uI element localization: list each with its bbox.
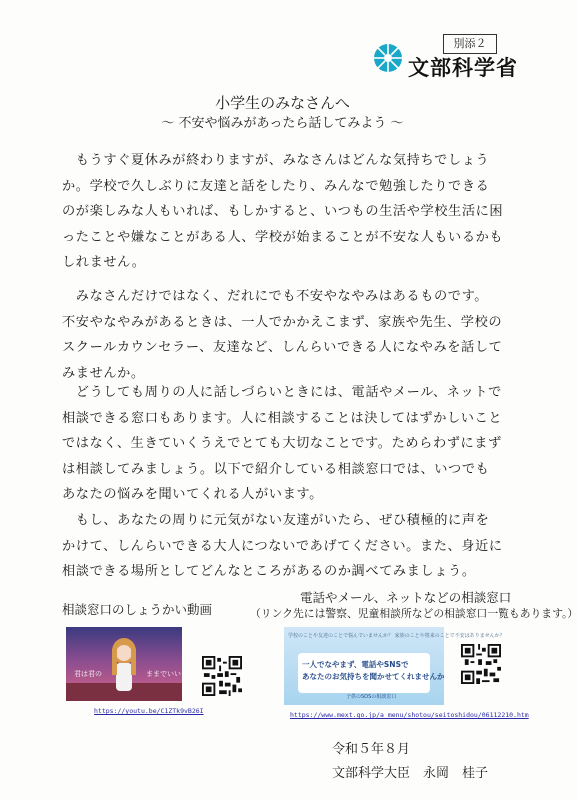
paragraph-line: ったことや嫌なことがある人、学校が始まることが不安な人もいるかも xyxy=(62,229,504,245)
paragraph-line: か。学校で久しぶりに友達と話をしたり、みんなで勉強したりできる xyxy=(62,178,490,194)
signature: 文部科学大臣 永岡 桂子 xyxy=(332,766,489,781)
paragraph-line: スクールカウンセラー、友達など、しんらいできる人になやみを話して xyxy=(62,340,503,355)
ministry-logo xyxy=(372,42,518,92)
paragraph-4 xyxy=(62,508,502,585)
ministry-emblem-icon xyxy=(372,42,404,74)
paragraph-line: みなさんだけではなく、だれにでも不安やなやみはあるものです。 xyxy=(62,289,489,304)
paragraph-line: もし、あなたの周りに元気がない友達がいたら、ぜひ積極的に声を xyxy=(62,513,490,528)
paragraph-line: しれません。 xyxy=(62,255,146,270)
paragraph-line: 相談できる窓口もあります。人に相談することは決してはずかしいこと xyxy=(62,410,503,426)
site-thumbnail-line-1: 一人でなやまず、電話やSNSで xyxy=(302,660,409,669)
paragraph-line: は相談してみましょう。以下で紹介している相談窓口では、いつでも xyxy=(62,461,490,477)
paragraph-line: のが楽しみな人もいれば、もしかすると、いつもの生活や学校生活に困 xyxy=(62,204,504,219)
paragraph-line: ではなく、生きていくうえでとても大切なことです。ためらわずにまず xyxy=(62,436,502,451)
video-link[interactable]: https://youtu.be/C1ZTk9vB26I xyxy=(94,707,204,715)
contact-link[interactable]: https://www.mext.go.jp/a_menu/shotou/seitoshidou/06112210.htm xyxy=(290,711,529,719)
issue-date: 令和５年８月 xyxy=(332,742,411,757)
video-thumbnail-text-right: ままでいい xyxy=(146,670,181,678)
site-thumbnail-line-2: あなたのお気持ちを聞かせてくれませんか xyxy=(302,672,445,681)
attachment-label: 別添２ xyxy=(443,34,497,54)
girl-illustration-icon xyxy=(104,635,144,695)
contact-note: （リンク先には警察、児童相談所などの相談窓口一覧もあります。） xyxy=(250,607,578,620)
paragraph-line: どうしても周りの人に話しづらいときには、電話やメール、ネットで xyxy=(62,385,502,400)
qr-code-video-icon[interactable] xyxy=(202,656,242,696)
video-thumbnail-text-left: 君は君の xyxy=(74,670,102,678)
site-thumbnail-top-text: 学校のことや友達のことで悩んでいませんか？ 家族のことや将来のことで不安はありませんか？ xyxy=(288,633,505,639)
paragraph-1 xyxy=(62,148,502,276)
contact-site-thumbnail[interactable] xyxy=(284,627,505,705)
paragraph-3 xyxy=(62,380,502,508)
paragraph-2 xyxy=(62,284,502,386)
contact-caption: 電話やメール、ネットなどの相談窓口 xyxy=(300,590,512,605)
page-subtitle: ～ 不安や悩みがあったら話してみよう ～ xyxy=(161,116,404,131)
qr-code-contact-icon[interactable] xyxy=(461,644,501,684)
page-title: 小学生のみなさんへ xyxy=(215,94,350,112)
paragraph-line: 相談できる場所としてどんなところがあるのか調べてみましょう。 xyxy=(62,564,476,579)
site-thumbnail-bottom-text: 子供のSOSの相談窓口 xyxy=(346,694,397,700)
paragraph-line: もうすぐ夏休みが終わりますが、みなさんはどんな気持ちでしょう xyxy=(62,153,490,168)
video-caption: 相談窓口のしょうかい動画 xyxy=(62,602,213,617)
ministry-name: 文部科学省 xyxy=(408,56,518,80)
paragraph-line: あなたの悩みを聞いてくれる人がいます。 xyxy=(62,487,323,502)
paragraph-line: かけて、しんらいできる大人につないであげてください。また、身近に xyxy=(62,538,503,554)
video-thumbnail[interactable] xyxy=(66,627,182,701)
paragraph-line: 不安やなやみがあるときは、一人でかかえこまず、家族や先生、学校の xyxy=(62,314,503,330)
paragraph-line: みませんか。 xyxy=(62,365,145,381)
